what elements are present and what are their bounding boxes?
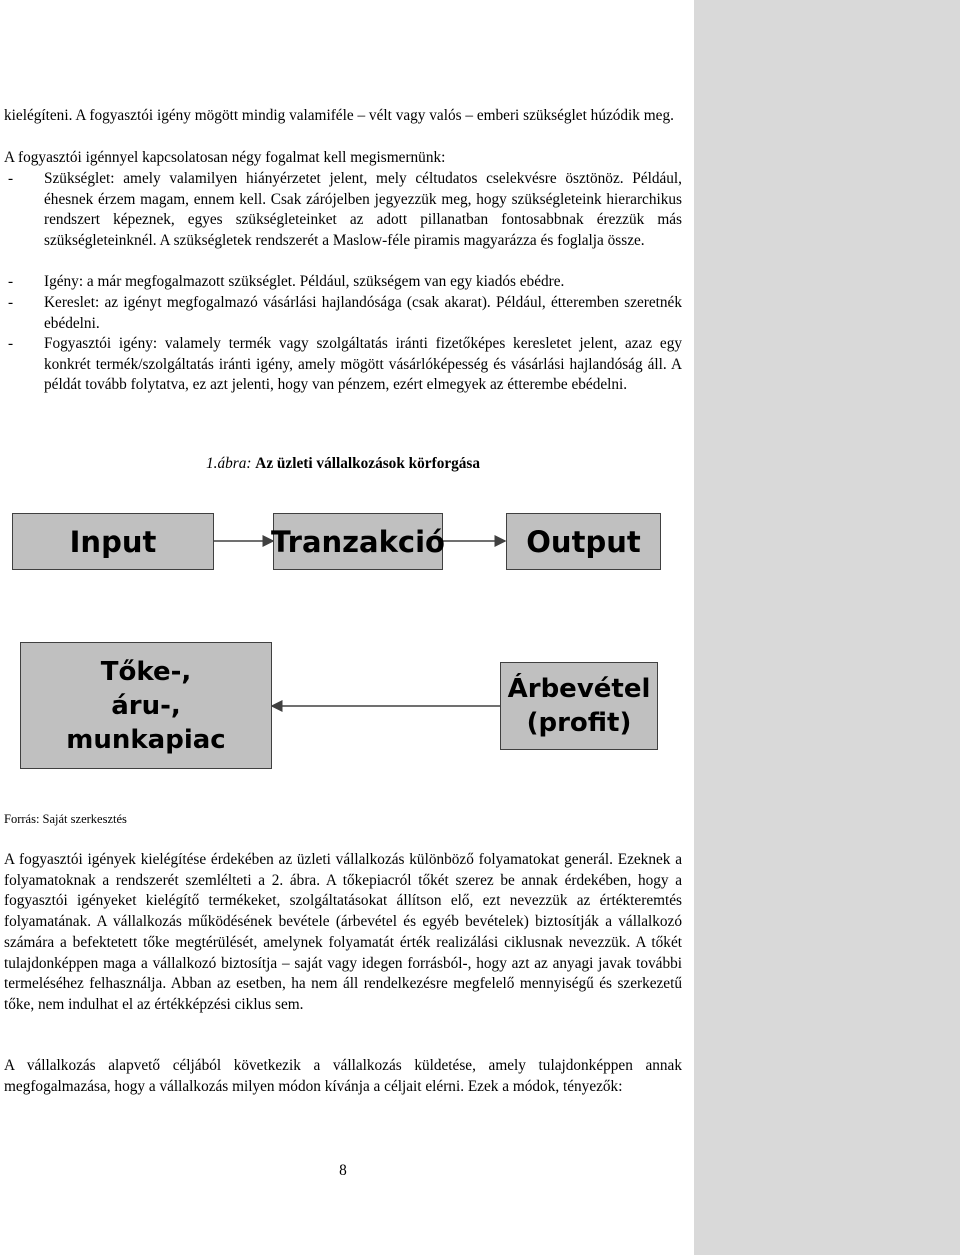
box-toke-label: Tőke-, áru-, munkapiac bbox=[66, 656, 226, 755]
list-item-igeny bbox=[4, 272, 682, 293]
list-dash: - bbox=[8, 170, 14, 187]
list-item-text: Szükséglet: amely valamilyen hiányérzetet jelent, mely céltudatos cselekvésre ösztönöz. Például, éhesnek érzem magam, ennem kell. Csak zárójelben jegyezzük meg, hogy szükségleteink hierarchikus rendszert képeznek, egyes szükségleteinket az adott pillanatban fontosabbnak érezzük más szükségleteinknél. A szükségletek rendszerét a Maslow-féle piramis magyarázza és foglalja össze. bbox=[44, 170, 682, 250]
box-tranzakcio-label: Tranzakció bbox=[271, 524, 445, 559]
box-tranzakcio bbox=[273, 513, 443, 570]
box-toke-aru-munkapiac bbox=[20, 642, 272, 769]
list-item-text: Igény: a már megfogalmazott szükséglet. Például, szükségem van egy kiadós ebédre. bbox=[44, 273, 565, 290]
figure-caption bbox=[4, 455, 682, 473]
figure-number: 1.ábra: bbox=[205, 455, 252, 472]
box-input-label: Input bbox=[69, 524, 157, 559]
list-dash: - bbox=[8, 273, 14, 290]
paragraph-concepts: A fogyasztói igénnyel kapcsolatosan négy fogalmat kell megismernünk: bbox=[4, 149, 446, 166]
list-item-kereslet bbox=[4, 293, 682, 334]
box-output-label: Output bbox=[526, 524, 641, 559]
box-arbevetel bbox=[500, 662, 658, 750]
box-input bbox=[12, 513, 214, 570]
list-item-szukseglet bbox=[4, 169, 682, 252]
figure-title: Az üzleti vállalkozások körforgása bbox=[255, 455, 481, 472]
box-arbevetel-label: Árbevétel (profit) bbox=[507, 674, 651, 738]
paragraph-processes: A fogyasztói igények kielégítése érdekében az üzleti vállalkozás különböző folyamatokat generál. Ezeknek a folyamatoknak a rendszerét szemlélteti a 2. ábra. A tőkepiacról tőkét szerez be annak érdekében, hogy a fogyasztói igényeket kielégítő termékeket, szolgáltatásokat állítson elő, ezt nevezzük az értékteremtés folyamatának. A vállalkozás működésének bevétele (árbevétel és egyéb bevételek) biztosítják a vállalkozó számára a befektetett tőke megtérülését, amelynek folyamatát érték realizálási ciklusnak nevezzük. A tőkét tulajdonképpen maga a vállalkozó biztosítja – saját vagy idegen forrásból-, hogy azt az anyagi javak további termeléséhez felhasználja. Abban az esetben, ha nem áll rendelkezésre megfelelő mennyiségű és szerkezetű tőke, nem indulhat el az értékképzési ciklus sem. bbox=[4, 851, 682, 1013]
list-dash: - bbox=[8, 294, 14, 311]
figure-source: Forrás: Saját szerkesztés bbox=[4, 812, 127, 826]
paragraph-intro: kielégíteni. A fogyasztói igény mögött mindig valamiféle – vélt vagy valós – emberi szükséglet húzódik meg. bbox=[4, 107, 674, 124]
box-output bbox=[506, 513, 661, 570]
list-dash: - bbox=[8, 335, 14, 352]
list-item-text: Fogyasztói igény: valamely termék vagy szolgáltatás iránti fizetőképes keresletet jelent, azaz egy konkrét termék/szolgáltatás iránti igény, amely mögött vásárlóképesség és vásárlási hajlandóság áll. A példát tovább folytatva, ez azt jelenti, hogy van pénzem, ezért elmegyek az étterembe ebédelni. bbox=[44, 335, 682, 394]
list-item-text: Kereslet: az igényt megfogalmazó vásárlási hajlandósága (csak akarat). Például, étteremben szeretnék ebédelni. bbox=[44, 294, 682, 332]
paragraph-mission: A vállalkozás alapvető céljából következik a vállalkozás küldetése, amely tulajdonképpen annak megfogalmazása, hogy a vállalkozás milyen módon kívánja a céljait elérni. Ezek a módok, tényezők: bbox=[4, 1057, 682, 1095]
page-number: 8 bbox=[339, 1162, 347, 1179]
list-item-fogyasztoi-igeny bbox=[4, 334, 682, 396]
sidebar-panel bbox=[694, 0, 960, 1255]
